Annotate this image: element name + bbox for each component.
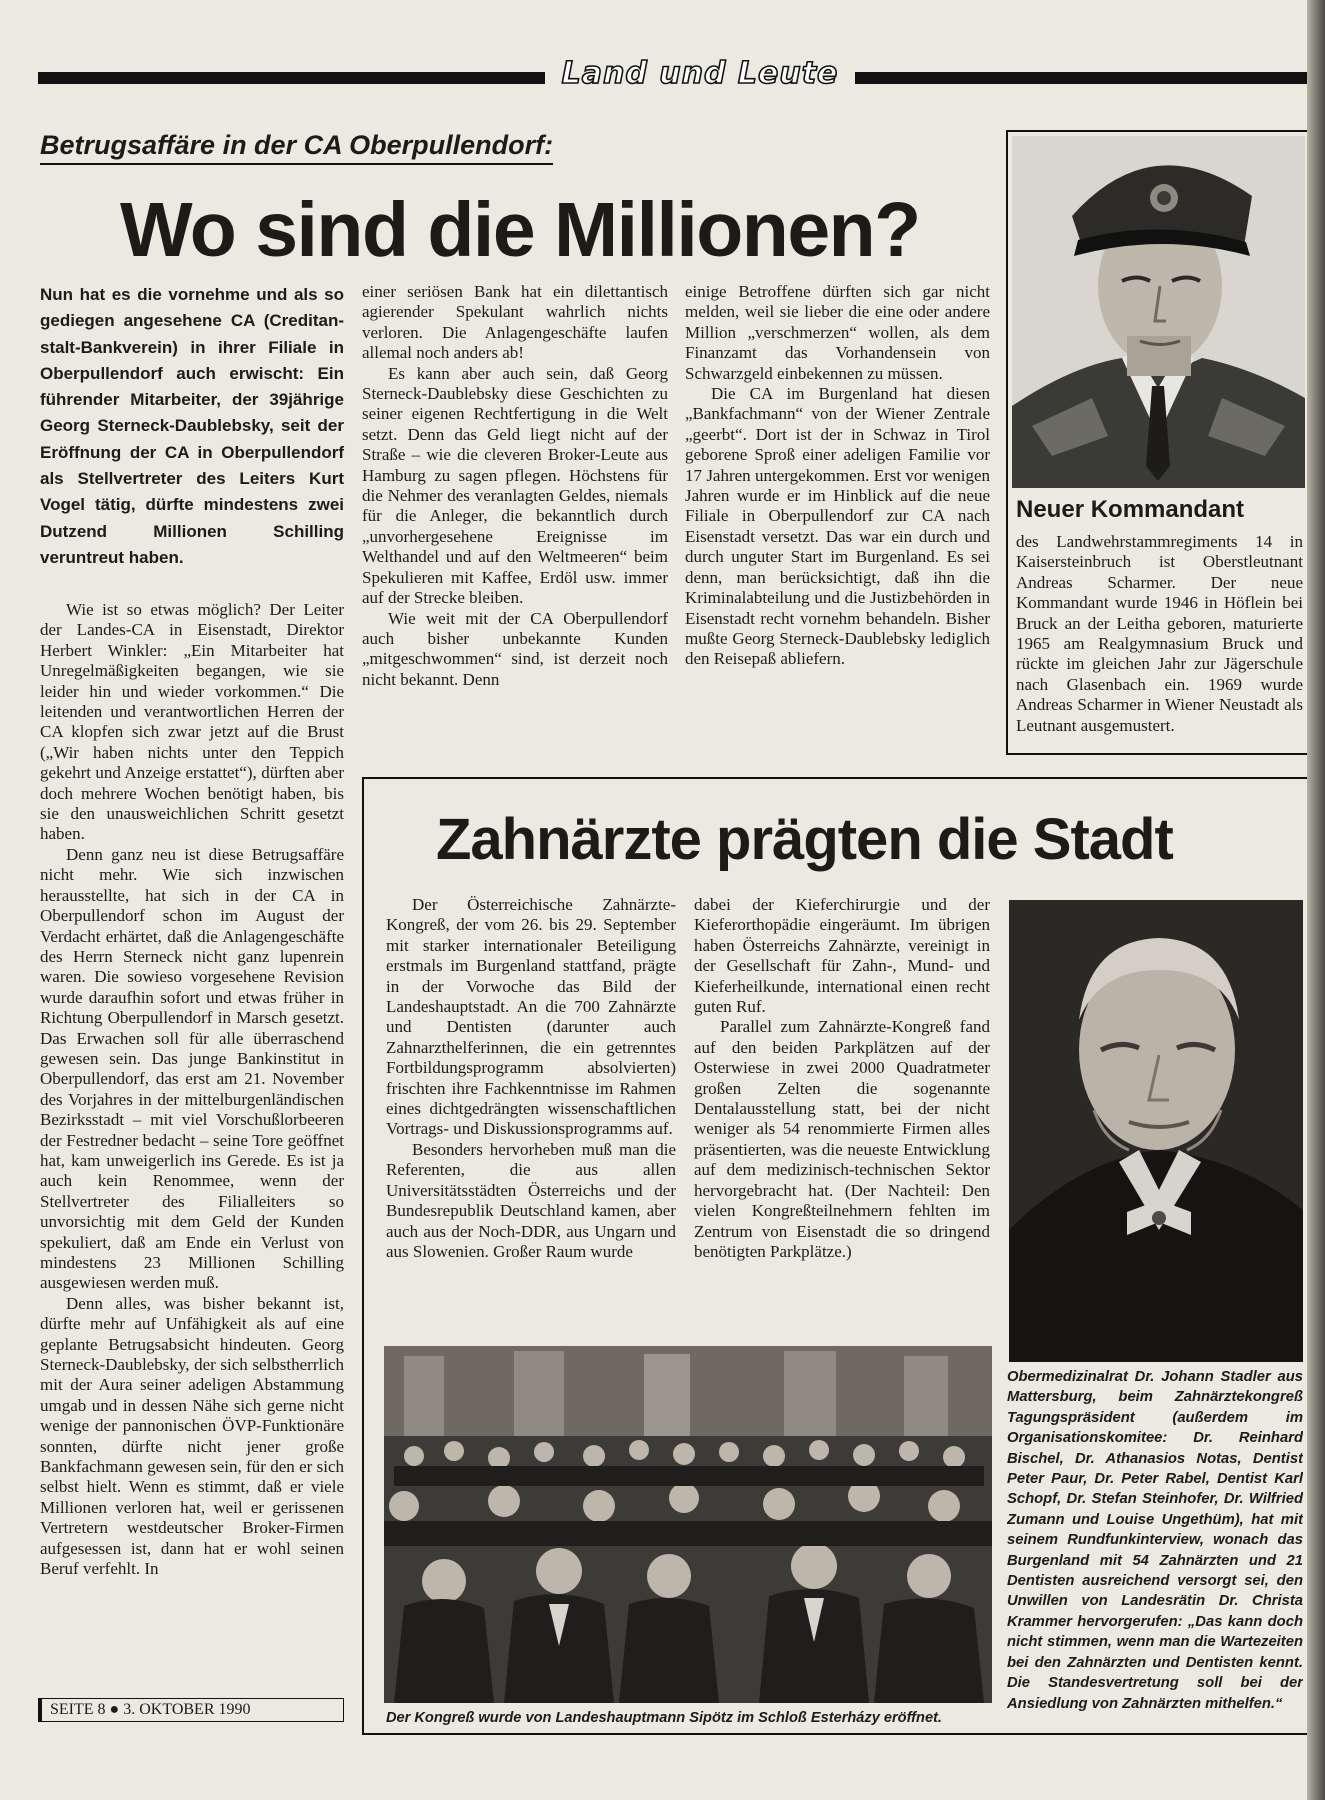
congress-crowd-photo xyxy=(384,1346,992,1703)
article1-col3-paragraph: Die CA im Burgenland hat diesen „Bankfachmann“ von der Wiener Zentrale „geerbt“. Dort ist der in Schwaz in Tirol geborene Sproß einer adeligen Familie vor 17 Jahren untergekommen. Erst vor wenigen Jahren wurde er im Hinblick auf die neue Filiale in Oberpullendorf zur CA nach Eisenstadt versetzt. Das war ein durch und durch unguter Start im Burgenland. Es sei denn, man berücksichtigt, daß ihn die Kriminalabteilung und die Justizbehörden in Eisenstadt recht vornehm behandeln. Bisher mußte Georg Sterneck-Daublebsky lediglich den Reisepaß abliefern. xyxy=(685,384,990,669)
stadler-caption: Obermedizinalrat Dr. Johann Stadler aus Mattersburg, beim Zahnärztekongreß Tagungspräsident (außerdem im Organisationskomitee: Dr. Reinhard Bischel, Dr. Athanasios Notas, Dentist Peter Paur, Dr. Peter Rabel, Dentist Karl Schopf, Dr. Stefan Steinhofer, Dr. Wilfried Zumann und Louise Ungethüm), hat mit seinem Rundfunkinterview, wonach das Burgenland mit 54 Zahnärzten und 21 Dentisten ausreichend versorgt sei, den Unwillen von Landesrätin Dr. Christa Krammer hervorgerufen: „Das kann doch nicht stimmen, wenn man die Wartezeiten bei den Zahnärzten und Dentisten kennt. Die Standesvertretung soll bei der Ansiedlung von Zahnärzten mithelfen.“ xyxy=(1007,1369,1303,1712)
article1-col2-paragraph: Wie weit mit der CA Oberpullendorf auch bisher unbekannte Kunden „mitgeschwommen“ sind, ist derzeit noch nicht bekannt. Denn xyxy=(362,608,668,689)
article1-col1-paragraph: Wie ist so etwas möglich? Der Leiter der Landes-CA in Eisenstadt, Direktor Herbert Winkler: „Ein Mitarbeiter hat Unregelmäßigkeiten begangen, wie sie leider hin und wieder vorkommen.“ Die leitenden und verantwortlichen Herren der CA klopfen sich zwar jetzt auf die Brust („Wir haben nichts unter den Teppich gekehrt und Anzeige erstattet“), dürften aber doch mehrere Wochen benötigt haben, bis sie den unausweichlichen Schritt gesetzt haben. xyxy=(40,600,344,844)
bullet-separator: ● xyxy=(109,1701,124,1718)
article1-headline: Wo sind die Millionen? xyxy=(120,187,920,273)
article1-col1-paragraph: Denn ganz neu ist diese Betrugsaffäre nicht mehr. Wie sich inzwischen herausstellte, hat sich in der CA in Oberpullendorf schon im August der Verdacht erhärtet, daß die Anlagengeschäfte des Herrn Sterneck nicht ganz lupenrein waren. Die sowieso vorgesehene Revision wurde daraufhin sofort und etwas früher in Richtung Oberpullendorf in Marsch gesetzt. Das Erwachen soll für alle überraschend gewesen sein. Das junge Bankinstitut in Oberpullendorf, das erst am 21. November des Vorjahres in der mittelburgenländischen Bezirksstadt – mit viel Vorschußlorbeeren der Festredner bedacht – seine Tore geöffnet hat, kam unweigerlich ins Gerede. Es ist ja auch kein Renommee, wenn der Stellvertreter des Filialleiters so unvorsichtig mit dem Geld der Kunden spekuliert, daß am Ende ein Verlust von mindestens 23 Millionen Schilling ausgewiesen werden muß. xyxy=(40,844,344,1293)
officer-portrait-photo xyxy=(1012,136,1305,488)
page-footer xyxy=(38,1698,344,1722)
crowd-caption: Der Kongreß wurde von Landeshauptmann Sipötz im Schloß Esterházy eröffnet. xyxy=(386,1710,942,1726)
article1-col2-paragraph: einer seriösen Bank hat ein dilettantisch agierender Spekulant wahrlich nichts verloren. Die Anlagengeschäfte laufen allemal noch anders ab! xyxy=(362,282,668,363)
issue-date: 3. OKTOBER 1990 xyxy=(123,1701,251,1718)
section-title: Land und Leute xyxy=(561,56,839,91)
scan-edge xyxy=(1307,0,1325,1800)
sidebar-body: des Landwehrstammregiments 14 in Kaisersteinbruch ist Oberstleutnant Andreas Scharmer. Der neue Kommandant wurde 1946 in Höflein bei Bruck an der Leitha geboren, maturierte 1965 am Realgymnasium Bruck und rückte im gleichen Jahr zur Jägerschule nach Glasenbach ein. 1969 wurde Andreas Scharmer in Wiener Neustadt als Leutnant ausgemustert. xyxy=(1016,532,1303,735)
header-rule-left xyxy=(38,72,545,84)
congress-crowd-image xyxy=(384,1346,992,1703)
article2-col1-paragraph: Besonders hervorheben muß man die Referenten, die aus allen Universitätsstädten Österreichs und der Bundesrepublik Deutschland kamen, aber auch aus der Noch-DDR, aus Ungarn und aus Slowenien. Großer Raum wurde xyxy=(386,1139,676,1261)
article1-lead: Nun hat es die vornehme und als so gediegen angesehene CA (Creditan-stalt-Bankverein) in ihrer Filiale in Oberpullendorf auch erwischt: Ein führender Mitarbeiter, der 39jährige Georg Sterneck-Daublebsky, seit der Eröffnung der CA in Oberpullendorf als Stellvertreter des Leiters Kurt Vogel tätig, dürfte mindestens zwei Dutzend Millionen Schilling veruntreut haben. xyxy=(40,285,344,567)
article1-column-2 xyxy=(362,282,668,752)
article2-headline: Zahnärzte prägten die Stadt xyxy=(436,807,1173,872)
article1-kicker: Betrugsaffäre in der CA Oberpullendorf: xyxy=(40,130,553,165)
stadler-portrait-photo xyxy=(1009,900,1303,1362)
article2-col2-paragraph: dabei der Kieferchirurgie und der Kieferorthopädie eingeräumt. Im übrigen haben Österreichs Zahnärzte, vereinigt in der Gesellschaft für Zahn-, Mund- und Kieferheilkunde, international einen recht guten Ruf. xyxy=(694,895,990,1017)
header-rule-right xyxy=(855,72,1311,84)
stadler-portrait-image xyxy=(1009,900,1303,1362)
officer-portrait-image xyxy=(1012,136,1305,488)
article2-col1-paragraph: Der Österreichische Zahnärzte-Kongreß, der vom 26. bis 29. September mit starker internationaler Beteiligung erstmals im Burgenland stattfand, prägte in der Vorwoche das Bild der Landeshauptstadt. An die 700 Zahnärzte und Dentisten (darunter auch Zahnarzthelferinnen, die ein getrenntes Fortbildungsprogramm absolvierten) frischten ihre Fachkenntnisse im Rahmen eines dichtgedrängten wissenschaftlichen Vortrags- und Diskussionsprogramms auf. xyxy=(386,895,676,1139)
sidebar-title: Neuer Kommandant xyxy=(1016,496,1245,523)
article1-col3-paragraph: einige Betroffene dürften sich gar nicht melden, weil sie lieber die eine oder andere Million „verschmerzen“ wollen, als dem Finanzamt das Vorhandensein von Schwarzgeld einbekennen zu müssen. xyxy=(685,282,990,383)
article1-col2-paragraph: Es kann aber auch sein, daß Georg Sterneck-Daublebsky diese Geschichten zu seiner eigenen Rechtfertigung in die Welt setzt. Denn das Geld liegt nicht auf der Straße – wie die cleveren Broker-Leute aus Hamburg zu sagen pflegen. Höchstens für die Nehmer des veranlagten Geldes, niemals für die Anleger, die bekanntlich durch „unvorhergesehene Ereignisse im Welthandel und auf den Weltmeeren“ beim Spekulieren mit Kaffee, Erdöl usw. immer auf der Strecke bleiben. xyxy=(362,363,668,608)
article1-lead-block xyxy=(40,282,344,571)
article2-column-1 xyxy=(386,895,676,1335)
article1-col1-paragraph: Denn alles, was bisher bekannt ist, dürfte mehr auf Unfähigkeit als auf eine geplante Betrugsabsicht hindeuten. Georg Sterneck-Daublebsky, der sich selbstherrlich mit der Aura seiner adeligen Abstammung umgab und in dessen Nähe sich gerne nicht wenige der pannonischen ÖVP-Funktionäre sonnten, dürfte nicht jener große Bankfachmann gewesen sein, für den er sich selbst hielt. Wenn es stimmt, daß er viele Millionen verloren hat, weil er gerissenen Vertretern westdeutscher Broker-Firmen aufgesessen ist, dann hat er wohl seinen Beruf verfehlt. In xyxy=(40,1293,344,1579)
article1-column-3 xyxy=(685,282,990,752)
article2-col2-paragraph: Parallel zum Zahnärzte-Kongreß fand auf den beiden Parkplätzen auf der Osterwiese in zwei 2000 Quadratmeter großen Zelten die sogenannte Dentalausstellung statt, bei der nicht weniger als 54 renommierte Firmen alles präsentierten, was die neueste Entwicklung auf dem medizinisch-technischen Sektor hervorgebracht hat. (Der Nachteil: Den vielen Kongreßteilnehmern fehlten im Zentrum von Eisenstadt die so dringend benötigten Parkplätze.) xyxy=(694,1017,990,1261)
article2-column-2 xyxy=(694,895,990,1335)
page-number: SEITE 8 xyxy=(50,1701,106,1718)
article1-column-1 xyxy=(40,600,344,1660)
